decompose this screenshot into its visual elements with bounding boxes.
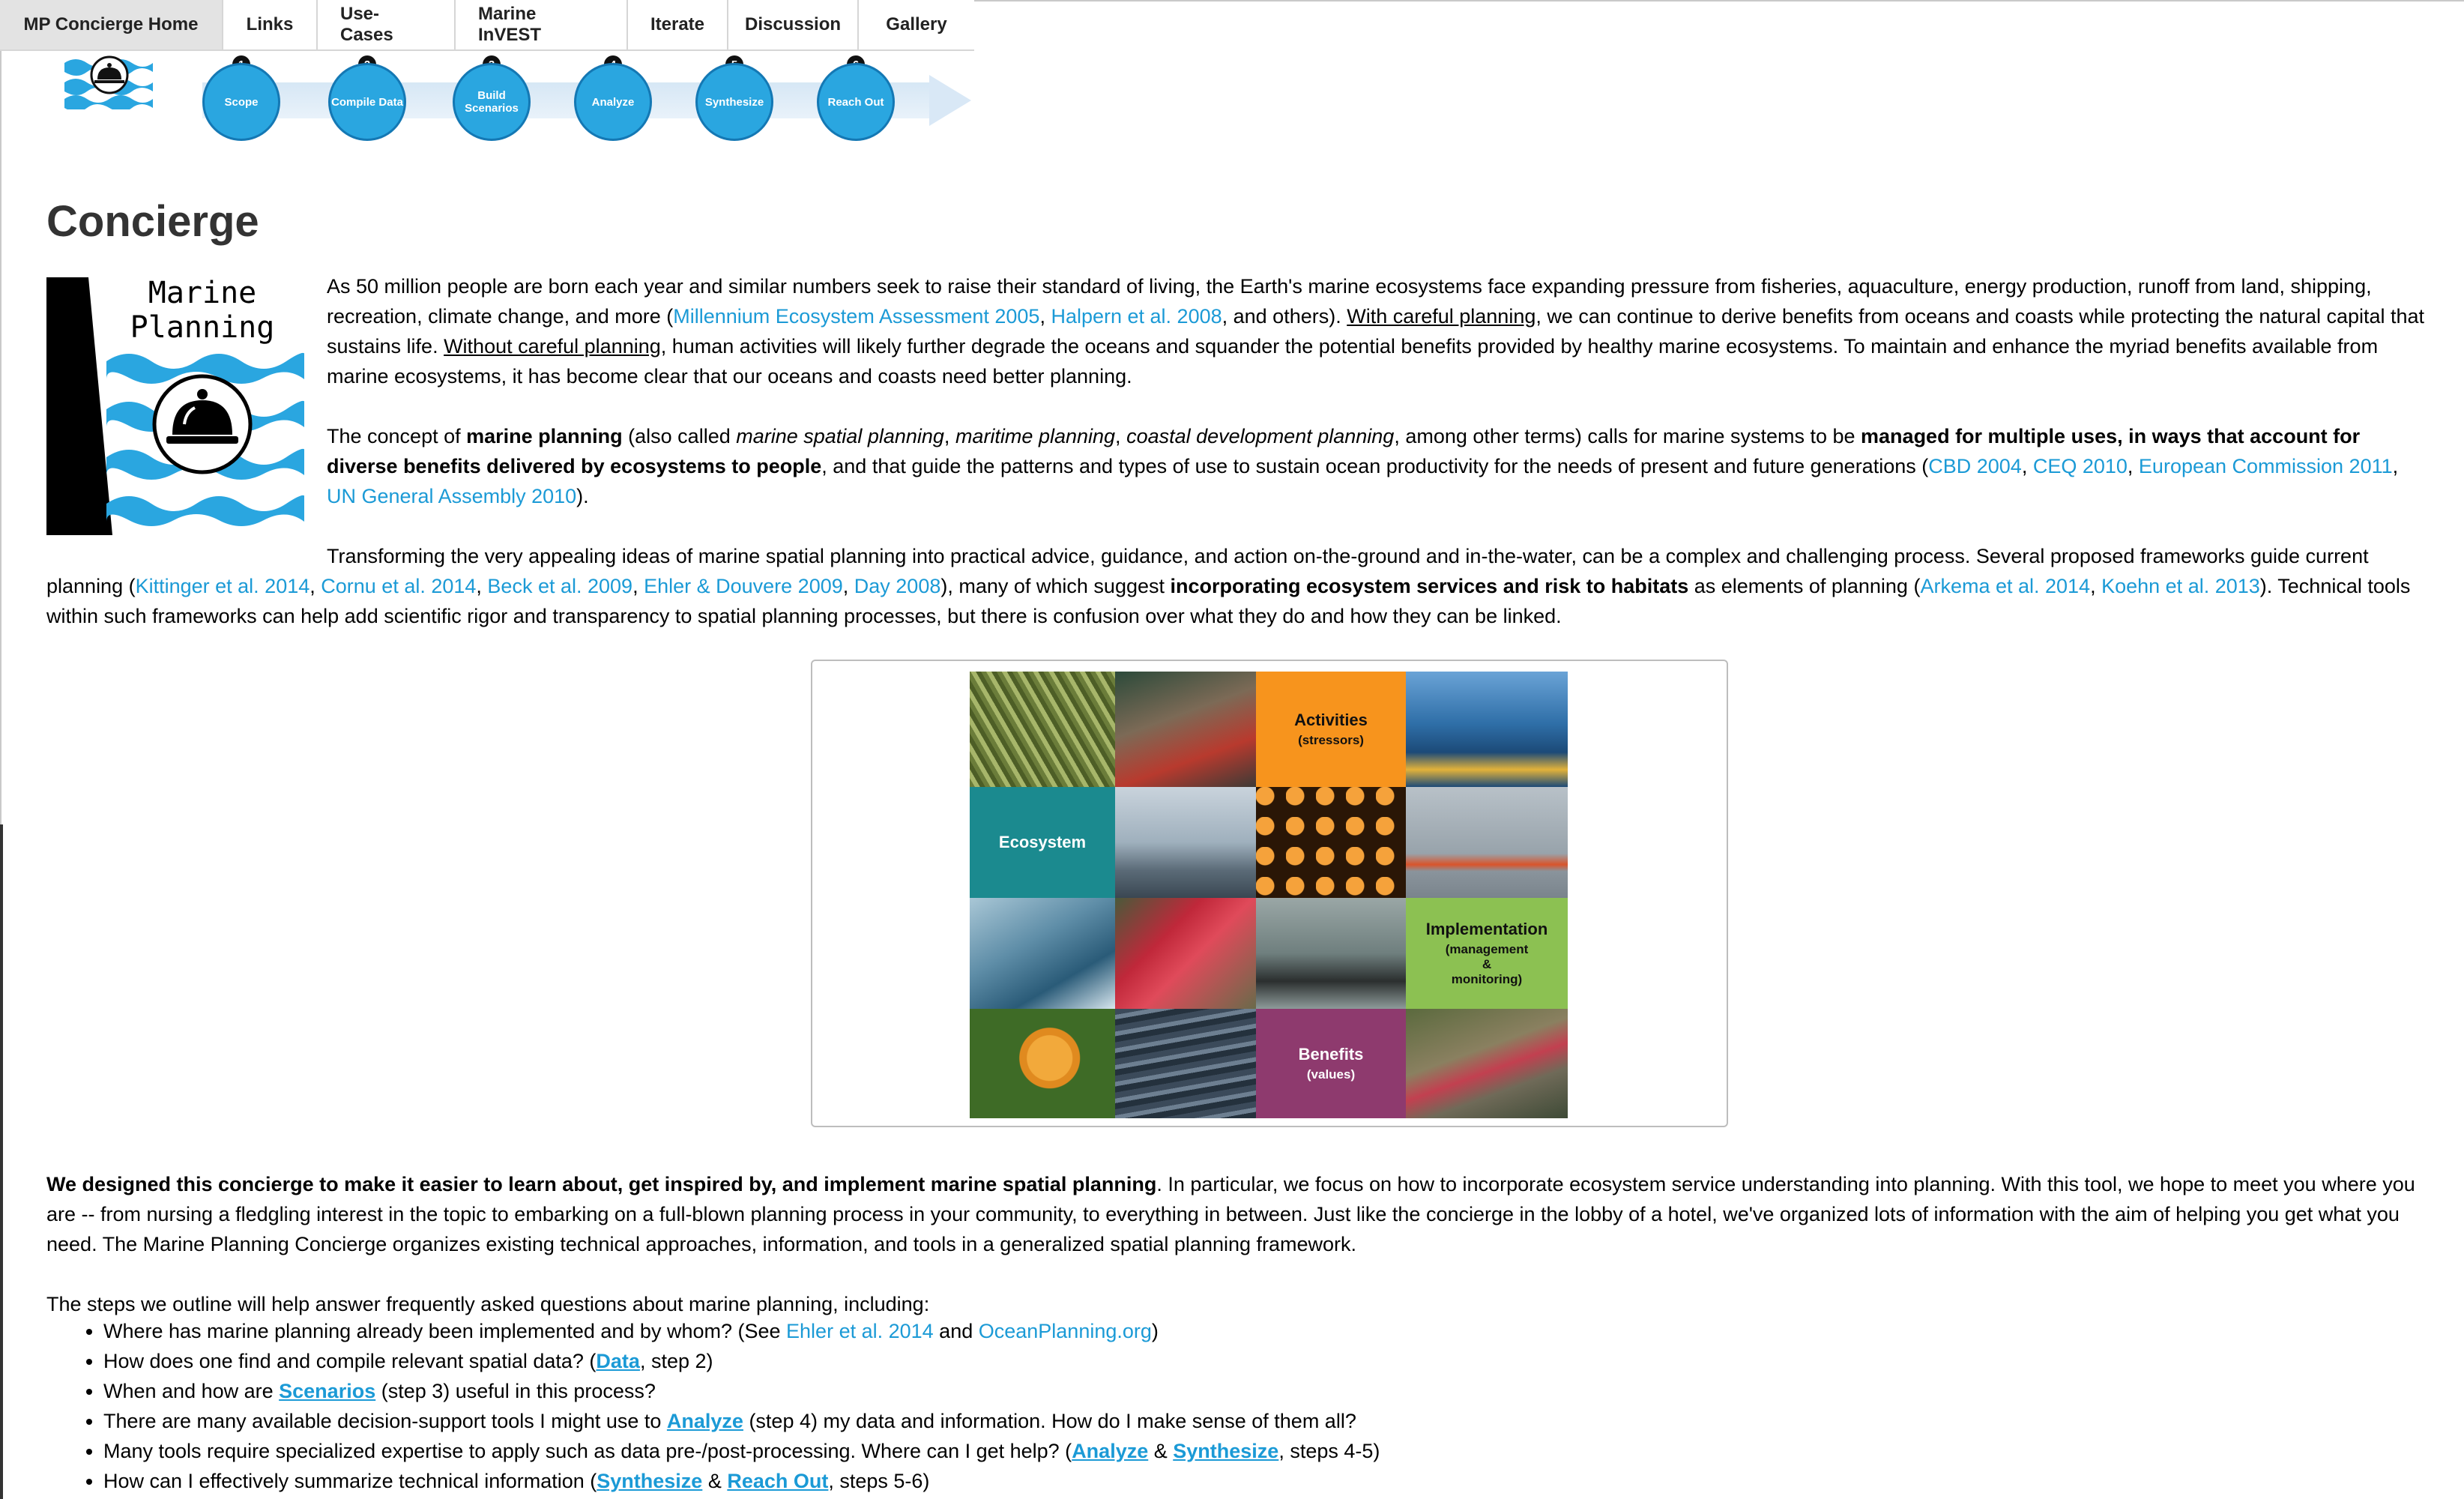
text: ). <box>576 485 589 507</box>
text: ) <box>1151 1320 1159 1342</box>
photo-salmonberry <box>970 1009 1115 1118</box>
step-reach-out-button[interactable]: Reach Out <box>817 63 895 141</box>
text: (step 3) useful in this process? <box>375 1380 656 1402</box>
text: , <box>632 575 644 597</box>
photo-fishing-boat <box>1115 787 1256 898</box>
text: , human activities will likely further degrade the oceans and squander the potential benefits provided by healthy marine ecosystems. To maintain and enhance the myriad benefits available from marine ecosystems, it has become clear that our oceans and coasts need better planning. <box>327 335 2379 387</box>
link-synthesize-step[interactable]: Synthesize <box>597 1470 703 1492</box>
link-day-2008[interactable]: Day 2008 <box>854 575 941 597</box>
intro-paragraph <box>327 271 2425 391</box>
tab-discussion[interactable]: Discussion <box>728 0 859 49</box>
link-cbd-2004[interactable]: CBD 2004 <box>1928 455 2022 477</box>
text: , step 2) <box>639 1350 713 1372</box>
list-item <box>103 1346 2427 1376</box>
text: , steps 4-5) <box>1278 1440 1380 1462</box>
text: & <box>702 1470 728 1492</box>
link-data-step[interactable]: Data <box>596 1350 640 1372</box>
link-ceq-2010[interactable]: CEQ 2010 <box>2032 455 2128 477</box>
text: , steps 5-6) <box>828 1470 930 1492</box>
bold-text: incorporating ecosystem services and risk to habitats <box>1170 575 1689 597</box>
photo-child-shore <box>1406 1009 1568 1118</box>
text: , <box>1039 305 1051 328</box>
link-cornu-2014[interactable]: Cornu et al. 2014 <box>321 575 477 597</box>
concept-paragraph <box>327 421 2425 511</box>
text: , <box>2392 455 2399 477</box>
activities-subtitle: (stressors) <box>1298 733 1364 747</box>
implementation-subtitle-3: monitoring) <box>1451 972 1523 986</box>
ecosystem-tile <box>970 787 1115 898</box>
text: . In particular, we focus on how to incorporate ecosystem service understanding into planning. With this tool, we hope to meet you where you are -- from nursing a fledgling interest in the topic to embarking on a full-blown planning process in your community, to everything in between. Just like the concierge in the lobby of a hotel, we've organized lots of information with the aim of helping you get what you need. The Marine Planning Concierge organizes existing technical approaches, information, and tools in a generalized spatial planning framework. <box>46 1173 2415 1255</box>
text: , and that guide the patterns and types of use to sustain ocean productivity for the needs of present and future generations ( <box>821 455 1929 477</box>
benefits-title: Benefits <box>1298 1045 1364 1064</box>
photo-kayak <box>1406 672 1568 787</box>
text: ), many of which suggest <box>940 575 1171 597</box>
photo-seagrass <box>970 672 1115 787</box>
link-ehler-2014[interactable]: Ehler et al. 2014 <box>786 1320 934 1342</box>
list-item <box>103 1316 2427 1346</box>
italic-text: coastal development planning <box>1126 425 1395 447</box>
text: Where has marine planning already been implemented and by whom? (See <box>103 1320 787 1342</box>
link-analyze-step[interactable]: Analyze <box>666 1410 743 1432</box>
text: , <box>2021 455 2033 477</box>
text: As 50 million people are born each year and similar numbers seek to raise their standard of living, the Earth's marine ecosystems face expanding pressure from fisheries, aquaculture, energy production, runoff from land, shipping, recreation, climate change, and more ( <box>327 275 2372 328</box>
step-build-scenarios-button[interactable]: Build Scenarios <box>453 63 531 141</box>
link-synthesize-step[interactable]: Synthesize <box>1173 1440 1279 1462</box>
concierge-bell-logo-small[interactable] <box>64 52 153 109</box>
link-european-commission-2011[interactable]: European Commission 2011 <box>2138 455 2393 477</box>
text: , <box>842 575 854 597</box>
text: and <box>933 1320 979 1342</box>
step-synthesize-button[interactable]: Synthesize <box>695 63 773 141</box>
bold-text: managed for multiple uses, in ways that account for diverse benefits delivered by ecosystems to people <box>327 425 2361 477</box>
list-item <box>103 1406 2427 1436</box>
text: , <box>2127 455 2139 477</box>
text: , among other terms) calls for marine systems to be <box>1394 425 1861 447</box>
photo-kelp-water <box>1115 1009 1256 1118</box>
bold-text: marine planning <box>466 425 623 447</box>
link-un-general-assembly-2010[interactable]: UN General Assembly 2010 <box>327 485 577 507</box>
list-item <box>103 1376 2427 1406</box>
page-title: Concierge <box>46 197 259 246</box>
left-edge-bar <box>0 824 3 1499</box>
bold-text: We designed this concierge to make it easier to learn about, get inspired by, and implement marine spatial planning <box>46 1173 1157 1195</box>
link-beck-2009[interactable]: Beck et al. 2009 <box>487 575 633 597</box>
link-oceanplanning-org[interactable]: OceanPlanning.org <box>978 1320 1152 1342</box>
text: , we can continue to derive benefits from oceans and coasts while protecting the natural capital that sustains life. <box>327 305 2425 358</box>
text: The concept of <box>327 425 467 447</box>
link-halpern-2008[interactable]: Halpern et al. 2008 <box>1051 305 1222 328</box>
activities-title: Activities <box>1294 711 1368 729</box>
benefits-tile <box>1256 1009 1406 1118</box>
text: (step 4) my data and information. How do I make sense of them all? <box>743 1410 1356 1432</box>
tab-use-cases[interactable]: Use-Cases <box>318 0 456 49</box>
tab-links[interactable]: Links <box>223 0 318 49</box>
tab-gallery[interactable]: Gallery <box>859 0 974 49</box>
text: , <box>476 575 488 597</box>
step-compile-data-button[interactable]: Compile Data <box>328 63 406 141</box>
implementation-tile <box>1406 898 1568 1009</box>
photo-oil-boom <box>1406 787 1568 898</box>
step-scope-button[interactable]: Scope <box>202 63 280 141</box>
frameworks-paragraph <box>46 541 2425 631</box>
link-ehler-douvere-2009[interactable]: Ehler & Douvere 2009 <box>644 575 843 597</box>
photo-totem-boat <box>1115 672 1256 787</box>
link-analyze-step[interactable]: Analyze <box>1072 1440 1149 1462</box>
underlined-text: With careful planning <box>1347 305 1536 328</box>
list-item <box>103 1436 2427 1466</box>
concierge-paragraph <box>46 1169 2425 1259</box>
text: How can I effectively summarize technical information ( <box>103 1470 597 1492</box>
tab-marine-invest[interactable]: Marine InVEST <box>456 0 628 49</box>
activities-tile <box>1256 672 1406 787</box>
implementation-subtitle-2: & <box>1482 957 1492 971</box>
link-reach-out-step[interactable]: Reach Out <box>727 1470 829 1492</box>
text: ). Technical tools within such frameworks can help add scientific rigor and transparency to spatial planning processes, but there is confusion over what they do and how they can be linked. <box>46 575 2411 627</box>
text: There are many available decision-support tools I might use to <box>103 1410 667 1432</box>
text: , and others). <box>1222 305 1347 328</box>
list-item <box>103 1466 2427 1496</box>
steps-arrow-head <box>929 75 971 126</box>
benefits-subtitle: (values) <box>1306 1067 1356 1082</box>
text: , <box>943 425 955 447</box>
photo-wave <box>970 898 1115 1009</box>
text: , <box>309 575 321 597</box>
italic-text: maritime planning <box>955 425 1116 447</box>
link-koehn-2013[interactable]: Koehn et al. 2013 <box>2101 575 2260 597</box>
implementation-subtitle-1: (management <box>1445 942 1529 956</box>
link-kittinger-2014[interactable]: Kittinger et al. 2014 <box>135 575 310 597</box>
implementation-title: Implementation <box>1425 920 1548 938</box>
underlined-text: Without careful planning <box>444 335 661 358</box>
tab-iterate[interactable]: Iterate <box>628 0 728 49</box>
text: & <box>1148 1440 1174 1462</box>
text: Transforming the very appealing ideas of marine spatial planning into practical advice, guidance, and action on-the-ground and in-the-water, can be a complex and challenging process. Several proposed frameworks guide current planning ( <box>46 545 2369 597</box>
photo-aquaculture <box>1256 898 1406 1009</box>
text: How does one find and compile relevant spatial data? ( <box>103 1350 597 1372</box>
text: When and how are <box>103 1380 280 1402</box>
ecosystem-title: Ecosystem <box>998 833 1087 851</box>
steps-intro: The steps we outline will help answer frequently asked questions about marine planning, including: <box>46 1293 930 1315</box>
marine-planning-logo <box>46 277 304 535</box>
photo-logs <box>1256 787 1406 898</box>
text: (also called <box>622 425 737 447</box>
logo-text-planning: Planning <box>130 310 275 345</box>
text: as elements of planning ( <box>1688 575 1921 597</box>
link-arkema-2014[interactable]: Arkema et al. 2014 <box>1920 575 2091 597</box>
top-nav <box>0 0 974 51</box>
link-scenarios-step[interactable]: Scenarios <box>279 1380 376 1402</box>
logo-text-marine: Marine <box>148 277 257 310</box>
text: , <box>1115 425 1127 447</box>
faq-list <box>46 1316 2427 1496</box>
link-millennium-ecosystem-assessment[interactable]: Millennium Ecosystem Assessment 2005 <box>673 305 1040 328</box>
tab-mp-concierge-home[interactable]: MP Concierge Home <box>0 0 223 49</box>
framework-image-grid <box>970 672 1568 1118</box>
step-analyze-button[interactable]: Analyze <box>574 63 652 141</box>
photo-red-fish <box>1115 898 1256 1009</box>
text: Many tools require specialized expertise to apply such as data pre-/post-processing. Where can I get help? ( <box>103 1440 1072 1462</box>
italic-text: marine spatial planning <box>736 425 944 447</box>
text: , <box>2090 575 2102 597</box>
